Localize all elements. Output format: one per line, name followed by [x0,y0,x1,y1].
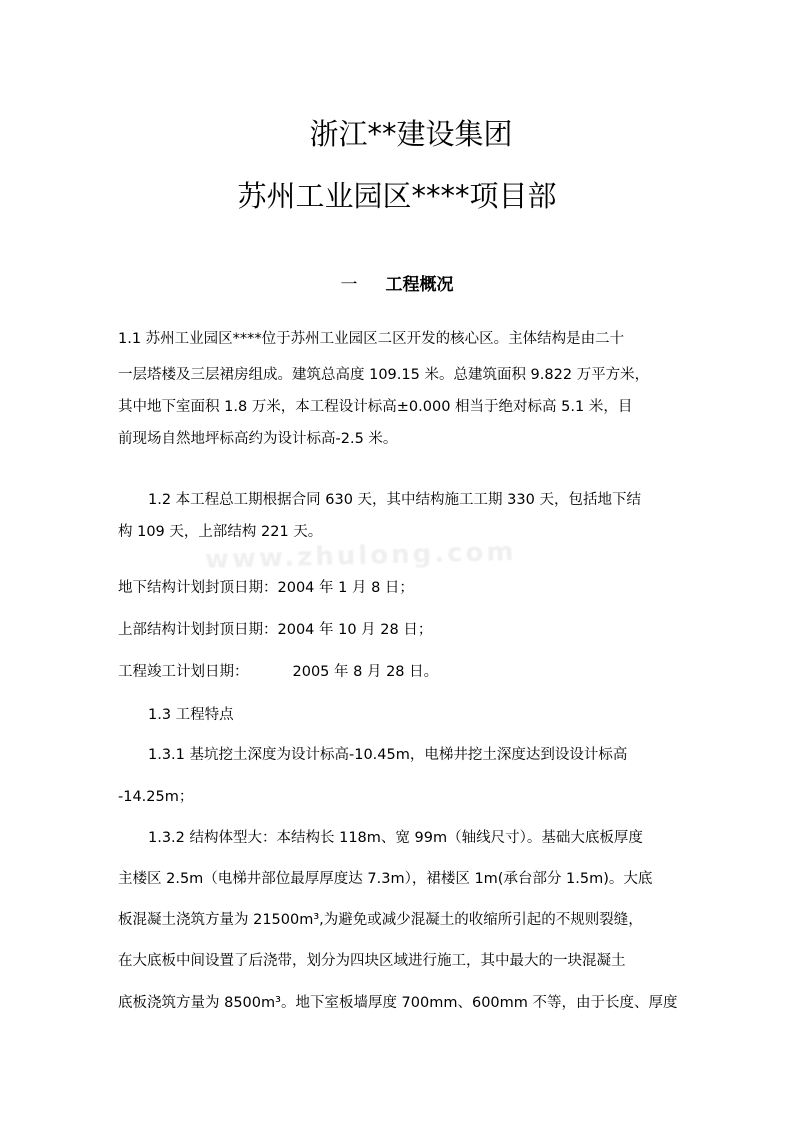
schedule-value: 2004 年 10 月 28 日； [277,622,433,638]
schedule-label: 地下结构计划封顶日期： [118,580,278,596]
paragraph-1-1-line: 前现场自然地坪标高约为设计标高-2.5 米。 [118,431,398,447]
document-title-company: 浙江**建设集团 [309,117,513,151]
section-heading [0,270,794,295]
paragraph-1-3-2-line: 主楼区 2.5m（电梯井部位最厚厚度达 7.3m），裙楼区 1m(承台部分 1.5m)。大底 [118,871,653,887]
watermark: www.zhulong.com [204,536,517,575]
subsection-heading: 1.3 工程特点 [148,707,234,723]
paragraph-1-2-line: 1.2 本工程总工期根据合同 630 天，其中结构施工工期 330 天，包括地下结 [148,492,641,508]
section-title: 工程概况 [385,275,454,295]
paragraph-1-1-line: 其中地下室面积 1.8 万米，本工程设计标高±0.000 相当于绝对标高 5.1 米，目 [118,399,633,415]
schedule-label: 工程竣工计划日期： [118,664,249,680]
paragraph-1-1-line: 1.1 苏州工业园区****位于苏州工业园区二区开发的核心区。主体结构是由二十 [118,331,625,347]
document-title-project: 苏州工业园区****项目部 [237,179,557,213]
paragraph-1-3-1-line: -14.25m； [118,789,194,805]
paragraph-1-2-line: 构 109 天，上部结构 221 天。 [118,524,323,540]
schedule-item [118,576,678,597]
schedule-value: 2004 年 1 月 8 日； [277,580,414,596]
schedule-value: 2005 年 8 月 28 日。 [292,664,439,680]
schedule-item [118,618,678,639]
paragraph-1-3-2-line: 板混凝土浇筑方量为 21500m³,为避免或减少混凝土的收缩所引起的不规则裂缝， [118,912,643,928]
schedule-label: 上部结构计划封顶日期： [118,622,278,638]
paragraph-1-3-2-line: 底板浇筑方量为 8500m³。地下室板墙厚度 700mm、600mm 不等，由于长度、厚度 [118,995,678,1011]
section-number: 一 [340,275,358,295]
schedule-item [118,660,678,681]
paragraph-1-3-2-line: 1.3.2 结构体型大：本结构长 118m、宽 99m（轴线尺寸）。基础大底板厚度 [148,830,643,846]
paragraph-1-3-2-line: 在大底板中间设置了后浇带，划分为四块区域进行施工，其中最大的一块混凝土 [118,953,626,969]
paragraph-1-1-line: 一层塔楼及三层裙房组成。建筑总高度 109.15 米。总建筑面积 9.822 万平方米， [118,367,650,383]
paragraph-1-3-1-line: 1.3.1 基坑挖土深度为设计标高-10.45m，电梯井挖土深度达到设设计标高 [148,747,628,763]
